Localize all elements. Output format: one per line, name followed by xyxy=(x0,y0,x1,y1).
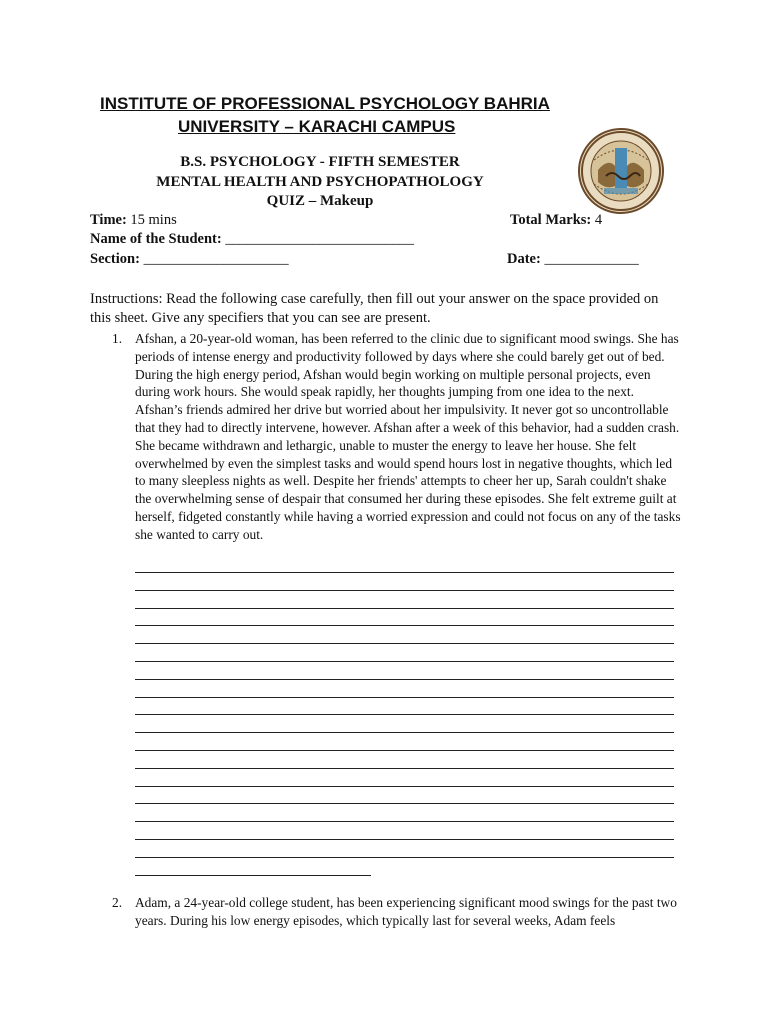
university-seal-icon xyxy=(578,128,664,214)
section-label: Section: xyxy=(90,251,140,267)
section-blank[interactable]: ____________________ xyxy=(139,251,289,267)
question-2-text: Adam, a 24-year-old college student, has been experiencing significant mood swings for the past two years. During his low energy episodes, which typically last for several weeks, Adam feels xyxy=(135,895,677,928)
time-value: 15 mins xyxy=(126,212,177,228)
question-1-text: Afshan, a 20-year-old woman, has been referred to the clinic due to significant mood swings. She has periods of intense energy and productivity followed by days where she could barely get out of bed. During the high energy period, Afshan would begin working on multiple personal projects, even during work hours. She would speak rapidly, her thoughts jumping from one idea to the next. Afshan’s friends admired her drive but worried about her impulsivity. It never got so uncontrollable that they had to directly intervene, however. Afshan after a week of this behavior, had a sudden crash. She became withdrawn and lethargic, unable to muster the energy to leave her house. She felt overwhelmed by even the simplest tasks and would spend hours lost in negative thoughts, which led to many sleepless nights as well. Despite her friends' attempts to cheer her up, Sarah couldn't shake the overwhelming sense of despair that consumed her during these episodes. She felt extreme guilt at herself, fidgeted constantly while having a worried expression and could not focus on any of the tasks she wanted to carry out. xyxy=(135,331,681,542)
answer-line[interactable] xyxy=(135,750,674,751)
section-field[interactable] xyxy=(90,251,289,268)
answer-line[interactable] xyxy=(135,697,674,698)
question-1-number: 1. xyxy=(112,331,123,346)
institute-title-line1: INSTITUTE OF PROFESSIONAL PSYCHOLOGY BAHRIA xyxy=(100,94,550,113)
answer-line[interactable] xyxy=(135,714,674,715)
seal-graphic xyxy=(580,130,662,212)
student-name-field[interactable] xyxy=(90,231,414,248)
answer-line[interactable] xyxy=(135,572,674,573)
program-heading: B.S. PSYCHOLOGY - FIFTH SEMESTER xyxy=(180,154,460,170)
answer-line[interactable] xyxy=(135,875,371,876)
total-marks-field xyxy=(510,212,602,229)
date-blank[interactable]: _____________ xyxy=(540,251,639,267)
student-name-blank[interactable]: __________________________ xyxy=(221,231,414,247)
course-heading: MENTAL HEALTH AND PSYCHOPATHOLOGY xyxy=(156,174,484,190)
answer-line[interactable] xyxy=(135,768,674,769)
answer-line[interactable] xyxy=(135,857,674,858)
student-name-label: Name of the Student: xyxy=(90,231,222,247)
answer-line[interactable] xyxy=(135,590,674,591)
answer-line[interactable] xyxy=(135,643,674,644)
answer-line[interactable] xyxy=(135,786,674,787)
institute-title-line2: UNIVERSITY – KARACHI CAMPUS xyxy=(178,117,456,136)
answer-line[interactable] xyxy=(135,821,674,822)
instructions: Instructions: Read the following case carefully, then fill out your answer on the space provided on this sheet. Give any specifiers that you can see are present. xyxy=(90,291,659,326)
answer-line[interactable] xyxy=(135,732,674,733)
answer-line[interactable] xyxy=(135,839,674,840)
question-2-number: 2. xyxy=(112,895,123,910)
date-field[interactable] xyxy=(507,251,639,268)
answer-line[interactable] xyxy=(135,661,674,662)
total-marks-value: 4 xyxy=(591,212,603,228)
answer-line[interactable] xyxy=(135,679,674,680)
time-label: Time: xyxy=(90,212,127,228)
answer-line[interactable] xyxy=(135,625,674,626)
answer-line[interactable] xyxy=(135,608,674,609)
quiz-heading: QUIZ – Makeup xyxy=(266,193,374,209)
answer-line[interactable] xyxy=(135,803,674,804)
total-marks-label: Total Marks: xyxy=(510,212,592,228)
time-field xyxy=(90,212,177,229)
date-label: Date: xyxy=(507,251,541,267)
